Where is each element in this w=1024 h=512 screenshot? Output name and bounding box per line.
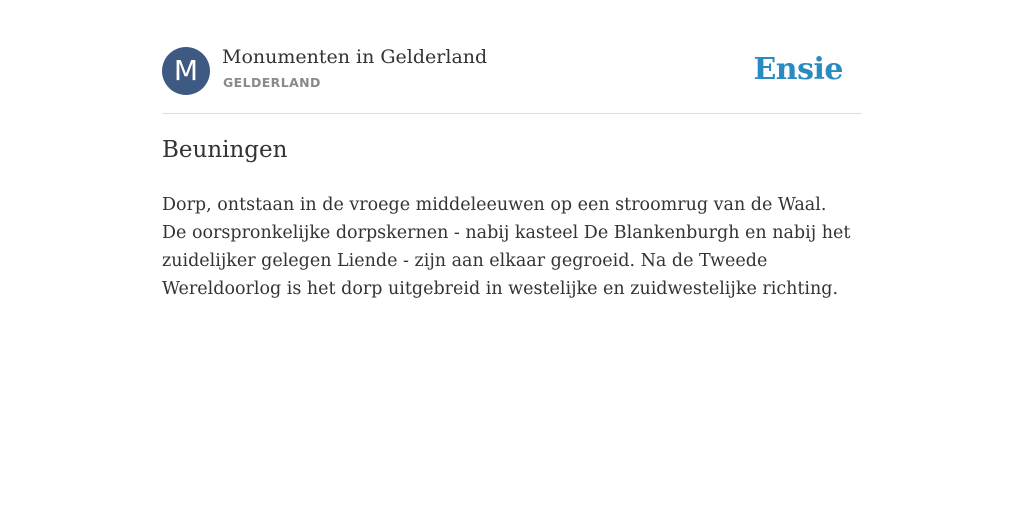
header (162, 46, 862, 114)
avatar[interactable]: M (162, 47, 210, 95)
site-subtitle: GELDERLAND (223, 75, 321, 90)
site-title[interactable]: Monumenten in Gelderland (222, 46, 488, 68)
ensie-logo[interactable]: Ensie (753, 52, 843, 87)
entry-body: Dorp, ontstaan in de vroege middeleeuwen op een stroomrug van de Waal. De oorspronkelijke dorpskernen - nabij kasteel De Blankenburgh en nabij het zuidelijker gelegen Liende - zijn aan elkaar gegroeid. Na de Tweede Wereldoorlog is het dorp uitgebreid in westelijke en zuidwestelijke richting. (162, 195, 851, 299)
entry-title: Beuningen (162, 137, 288, 163)
